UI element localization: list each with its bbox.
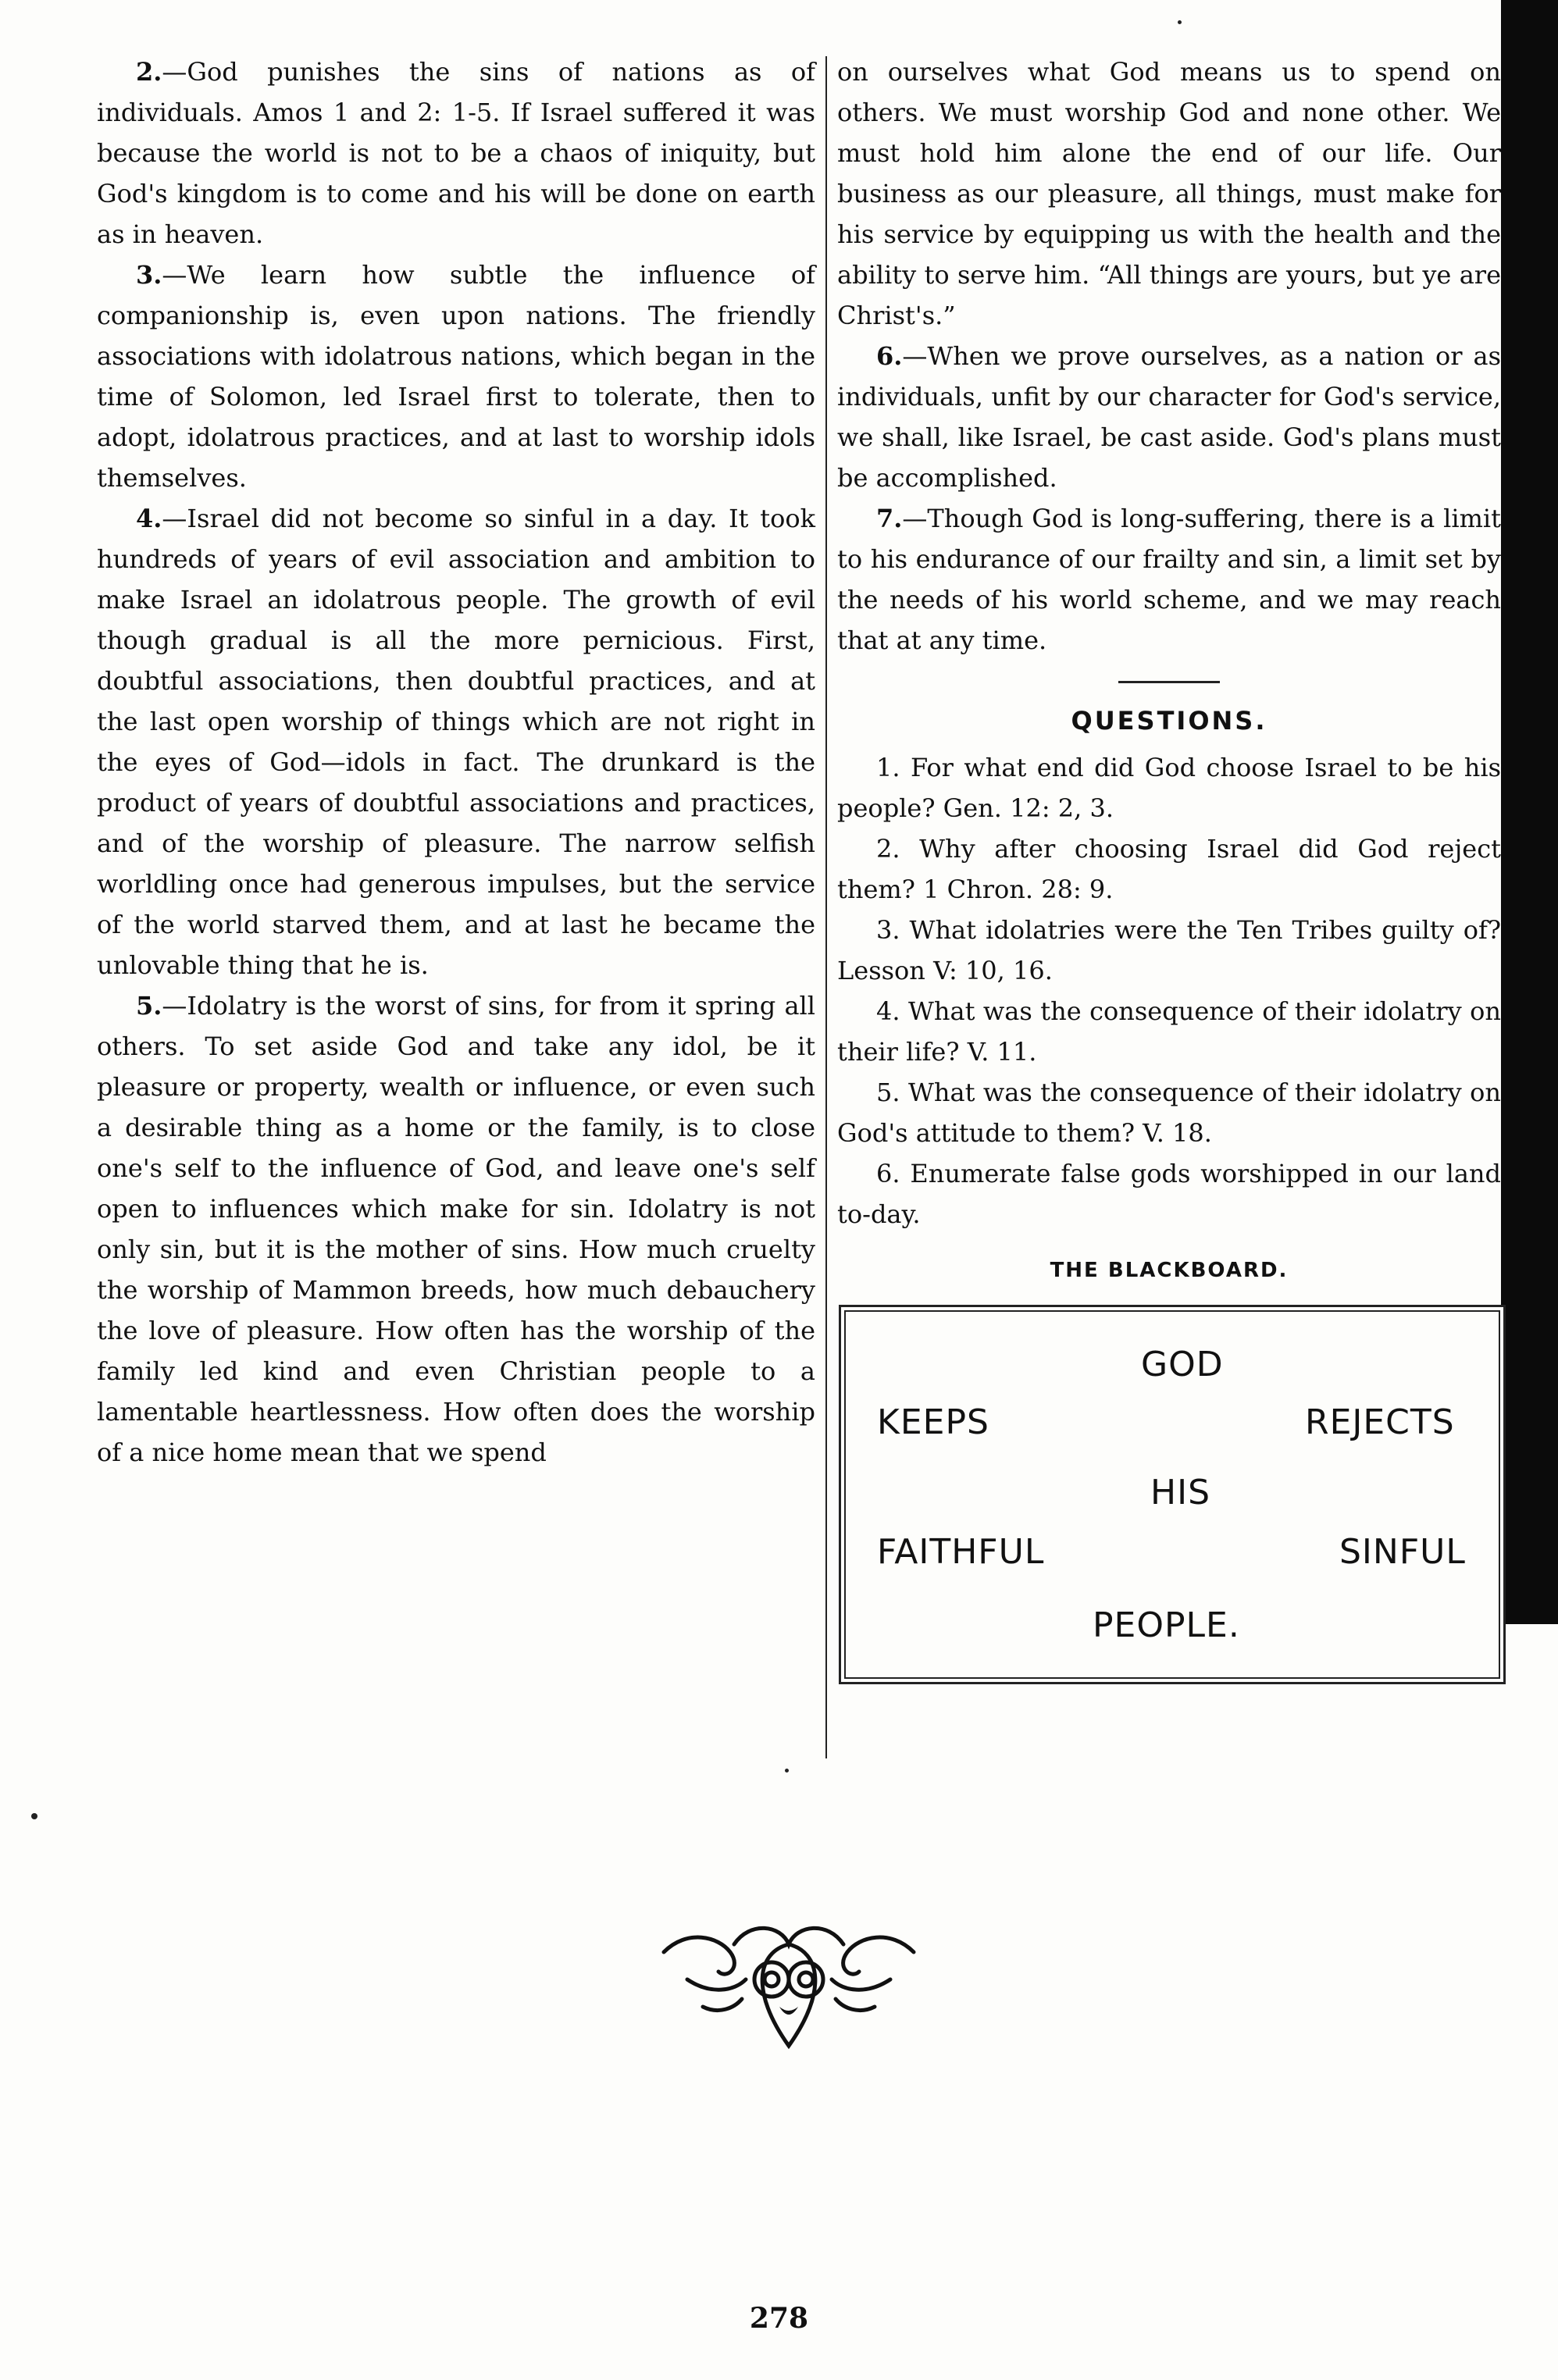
question-item: 2. Why after choosing Israel did God reject them? 1 Chron. 28: 9.: [837, 834, 1501, 904]
column-divider: [825, 56, 827, 1758]
section-divider: [1118, 681, 1220, 683]
paragraph-number: 6.: [876, 341, 903, 371]
questions-list: [837, 747, 1501, 1235]
paragraph-number: 5.: [136, 991, 162, 1021]
blackboard-word-rejects: REJECTS: [1305, 1402, 1455, 1442]
left-column: [97, 52, 815, 1473]
right-column: [837, 52, 1501, 1684]
paragraph-text: —God punishes the sins of nations as of individuals. Amos 1 and 2: 1-5. If Israel suffered it was because the world is not to be a chaos of iniquity, but God's kingdom is to come and his will be done on earth as in heaven.: [97, 57, 815, 249]
blackboard-word-keeps: KEEPS: [877, 1402, 989, 1442]
blackboard-word-his: HIS: [1150, 1473, 1210, 1512]
paragraph-7: [837, 498, 1501, 661]
paragraph-text: —Though God is long-suffering, there is a limit to his endurance of our frailty and sin, a limit set by the needs of his world scheme, and we may reach that at any time.: [837, 504, 1501, 655]
paragraph-text: —Idolatry is the worst of sins, for from it spring all others. To set aside God and take any idol, be it pleasure or property, wealth or influence, or even such a desirable thing as a home or the family, is to close one's self to the influence of God, and leave one's self open to influences which make for sin. Idolatry is not only sin, but it is the mother of sins. How much cruelty the worship of Mammon breeds, how much debauchery the love of pleasure. How often has the worship of the family led kind and even Christian people to a lamentable heartlessness. How often does the worship of a nice home mean that we spend: [97, 991, 815, 1467]
question-item: 5. What was the consequence of their idolatry on God's attitude to them? V. 18.: [837, 1078, 1501, 1148]
paragraph-text: —When we prove ourselves, as a nation or as individuals, unfit by our character for God's service, we shall, like Israel, be cast aside. God's plans must be accomplished.: [837, 341, 1501, 493]
scroll-ornament-icon: [656, 1905, 922, 2061]
question-item: 1. For what end did God choose Israel to be his people? Gen. 12: 2, 3.: [837, 753, 1501, 823]
paragraph-5: [97, 985, 815, 1473]
paragraph-6: [837, 336, 1501, 498]
print-speck: [31, 1813, 37, 1819]
paragraph-number: 3.: [136, 260, 162, 290]
paragraph-4: [97, 498, 815, 985]
question-item: 6. Enumerate false gods worshipped in our land to-day.: [837, 1159, 1501, 1229]
paragraph-number: 2.: [136, 57, 162, 87]
paragraph-3: [97, 255, 815, 498]
paragraph-number: 4.: [136, 504, 162, 533]
questions-heading: QUESTIONS.: [1071, 706, 1267, 736]
page-number: 278: [749, 2302, 809, 2335]
page-edge-shadow: [1501, 0, 1558, 1624]
paragraph-text: —We learn how subtle the influence of companionship is, even upon nations. The friendly associations with idolatrous nations, which began in the time of Solomon, led Israel first to tolerate, then to adopt, idolatrous practices, and at last to worship idols themselves.: [97, 260, 815, 493]
blackboard-word-faithful: FAITHFUL: [877, 1532, 1045, 1572]
paragraph-text: —Israel did not become so sinful in a day. It took hundreds of years of evil association and ambition to make Israel an idolatrous people. The growth of evil though gradual is all the more pernicious. First, doubtful associations, then doubtful practices, and at the last open worship of things which are not right in the eyes of God—idols in fact. The drunkard is the product of years of doubtful associations and practices, and of the worship of pleasure. The narrow selfish worldling once had generous impulses, but the service of the world starved them, and at last he became the unlovable thing that he is.: [97, 504, 815, 980]
blackboard-word-sinful: SINFUL: [1339, 1532, 1466, 1572]
blackboard-word-god: GOD: [1141, 1345, 1224, 1384]
paragraph-2: [97, 52, 815, 255]
paragraph-continuation: on ourselves what God means us to spend on others. We must worship God and none other. We must hold him alone the end of our life. Our business as our pleasure, all things, must make for his service by equipping us with the health and the ability to serve him. “All things are yours, but ye are Christ's.”: [837, 57, 1501, 330]
blackboard-word-people: PEOPLE.: [1093, 1605, 1240, 1645]
question-item: 4. What was the consequence of their idolatry on their life? V. 11.: [837, 996, 1501, 1067]
blackboard-box: [839, 1305, 1506, 1684]
question-item: 3. What idolatries were the Ten Tribes guilty of? Lesson V: 10, 16.: [837, 915, 1501, 985]
print-speck: [785, 1769, 789, 1773]
print-speck: [1178, 20, 1182, 24]
blackboard-heading: THE BLACKBOARD.: [1050, 1259, 1289, 1282]
paragraph-number: 7.: [876, 504, 903, 533]
